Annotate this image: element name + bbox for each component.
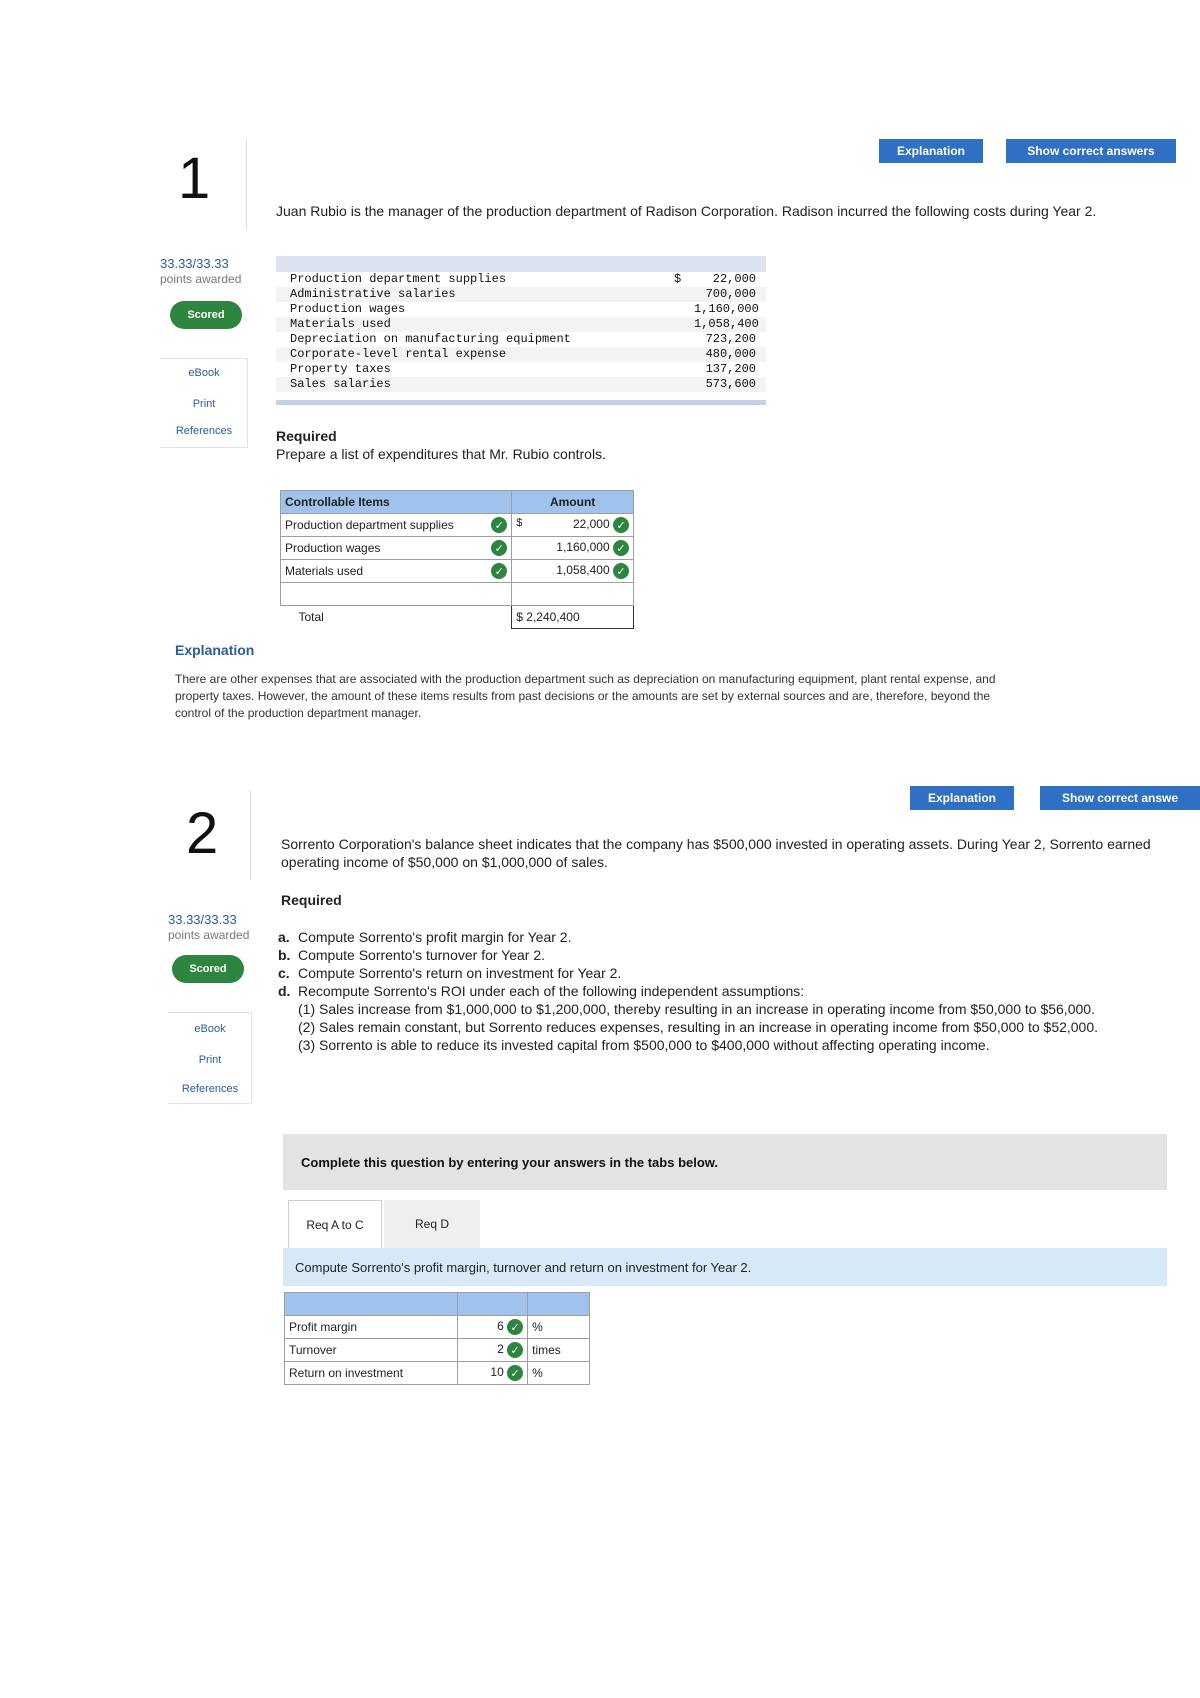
sub-item: (2) Sales remain constant, but Sorrento reduces expenses, resulting in an increase in operating income from $50,000 to $52,000. — [298, 1019, 1099, 1035]
question-number-1: 1 — [178, 146, 211, 211]
print-link[interactable]: Print — [192, 398, 216, 410]
table-row — [281, 560, 634, 583]
table-row-total — [281, 606, 634, 629]
controllable-items-table — [280, 490, 634, 629]
row-unit: % — [528, 1362, 590, 1385]
scored-badge: Scored — [170, 301, 242, 329]
ebook-link[interactable]: eBook — [188, 367, 220, 379]
question-divider — [246, 140, 247, 230]
answer-input[interactable]: 2 — [497, 1342, 504, 1357]
tab-req-a-to-c[interactable]: Req A to C — [288, 1200, 382, 1248]
table-row-empty — [281, 583, 634, 606]
answer-input[interactable]: 10 — [490, 1365, 504, 1380]
points-block-2 — [168, 912, 268, 942]
check-icon: ✓ — [491, 517, 507, 533]
question-prompt: Sorrento Corporation's balance sheet indicates that the company has $500,000 invested in operating assets. During Year 2, Sorrento earned operating income of $50,000 on $1,000,000 of sales. — [281, 836, 1151, 870]
cost-row: Materials used 1,058,400 — [276, 317, 766, 332]
amount-input[interactable]: 1,058,400 — [556, 563, 610, 578]
total-value: $ 2,240,400 — [512, 606, 634, 629]
points-block-1 — [160, 256, 260, 286]
header-controllable-items: Controllable Items — [281, 491, 512, 514]
question-prompt: Juan Rubio is the manager of the production department of Radison Corporation. Radison incurred the following costs during Year 2. — [276, 203, 1097, 219]
required-text: Prepare a list of expenditures that Mr. Rubio controls. — [276, 446, 606, 462]
answer-input[interactable]: 6 — [497, 1319, 504, 1334]
points-label: points awarded — [168, 928, 250, 942]
points-value: 33.33/33.33 — [168, 912, 237, 927]
table-row — [281, 537, 634, 560]
header-blank — [528, 1293, 590, 1316]
side-links-2 — [168, 1012, 252, 1104]
cost-table-footer-bar — [276, 400, 766, 405]
scored-badge: Scored — [172, 955, 244, 983]
points-value: 33.33/33.33 — [160, 256, 229, 271]
check-icon: ✓ — [613, 563, 629, 579]
ebook-link[interactable]: eBook — [194, 1023, 226, 1035]
compute-instruction: Compute Sorrento's profit margin, turnover and return on investment for Year 2. — [283, 1248, 1167, 1286]
row-label: Turnover — [285, 1339, 458, 1362]
cost-row: Property taxes 137,200 — [290, 362, 756, 376]
check-icon: ✓ — [491, 563, 507, 579]
check-icon: ✓ — [507, 1342, 523, 1358]
item-input[interactable]: Materials used — [285, 564, 364, 578]
show-correct-answers-button[interactable]: Show correct answers — [1006, 139, 1176, 163]
cost-row: Corporate-level rental expense 480,000 — [276, 347, 766, 362]
sub-item: (3) Sorrento is able to reduce its invested capital from $500,000 to $400,000 without affecting operating income. — [298, 1037, 990, 1053]
list-item: b. Compute Sorrento's turnover for Year 2. — [278, 947, 546, 963]
cost-row: Depreciation on manufacturing equipment 723,200 — [290, 332, 756, 346]
row-unit: % — [528, 1316, 590, 1339]
header-blank — [285, 1293, 458, 1316]
explanation-title: Explanation — [175, 642, 255, 658]
cost-row: Production department supplies $ 22,000 — [290, 272, 756, 286]
table-row — [285, 1316, 590, 1339]
question-divider — [250, 790, 251, 880]
instruction-box: Complete this question by entering your answers in the tabs below. — [283, 1134, 1167, 1190]
side-links-1 — [160, 358, 248, 448]
check-icon: ✓ — [613, 517, 629, 533]
list-item: a. Compute Sorrento's profit margin for Year 2. — [278, 929, 572, 945]
explanation-text: There are other expenses that are associated with the production department such as depreciation on manufacturing equipment, plant rental expense, and property taxes. However, the amount of these items results from past decisions or the amounts are set by external sources and are, therefore, beyond the control of the production department manager. — [175, 672, 996, 720]
table-row — [285, 1339, 590, 1362]
cost-table — [276, 272, 766, 392]
item-input[interactable]: Production department supplies — [285, 518, 454, 532]
references-link[interactable]: References — [175, 425, 233, 437]
required-title: Required — [281, 892, 342, 908]
total-label: Total — [298, 610, 324, 625]
show-correct-answers-button[interactable]: Show correct answe — [1040, 786, 1200, 810]
explanation-button[interactable]: Explanation — [879, 139, 983, 163]
requirements-list — [278, 928, 1188, 1054]
explanation-button[interactable]: Explanation — [910, 786, 1014, 810]
references-link[interactable]: References — [181, 1083, 239, 1095]
row-unit: times — [528, 1339, 590, 1362]
check-icon: ✓ — [491, 540, 507, 556]
header-amount: Amount — [512, 491, 634, 514]
table-row — [285, 1362, 590, 1385]
cost-row: Production wages 1,160,000 — [290, 302, 759, 316]
table-row: Production department supplies ✓ $ 22,000 ✓ — [281, 514, 634, 537]
item-input[interactable]: Production wages — [285, 541, 381, 555]
cost-table-header-bar — [276, 256, 766, 272]
sub-item: (1) Sales increase from $1,000,000 to $1,200,000, thereby resulting in an increase in operating income from $50,000 to $56,000. — [298, 1001, 1095, 1017]
required-title: Required — [276, 428, 337, 444]
list-item: c. Compute Sorrento's return on investment for Year 2. — [278, 965, 622, 981]
amount-input[interactable]: 1,160,000 — [556, 540, 610, 555]
tab-req-d[interactable]: Req D — [384, 1200, 480, 1248]
points-label: points awarded — [160, 272, 242, 286]
amount-input[interactable]: 22,000 — [572, 517, 610, 532]
ratios-table — [284, 1292, 590, 1385]
check-icon: ✓ — [507, 1365, 523, 1381]
check-icon: ✓ — [613, 540, 629, 556]
check-icon: ✓ — [507, 1319, 523, 1335]
cost-row: Sales salaries 573,600 — [276, 377, 766, 392]
cost-row: Administrative salaries 700,000 — [276, 287, 766, 302]
question-number-2: 2 — [186, 801, 219, 866]
row-label: Return on investment — [285, 1362, 458, 1385]
print-link[interactable]: Print — [198, 1054, 222, 1066]
row-label: Profit margin — [285, 1316, 458, 1339]
header-blank — [458, 1293, 528, 1316]
list-item: d. Recompute Sorrento's ROI under each of the following independent assumptions: — [278, 983, 805, 999]
